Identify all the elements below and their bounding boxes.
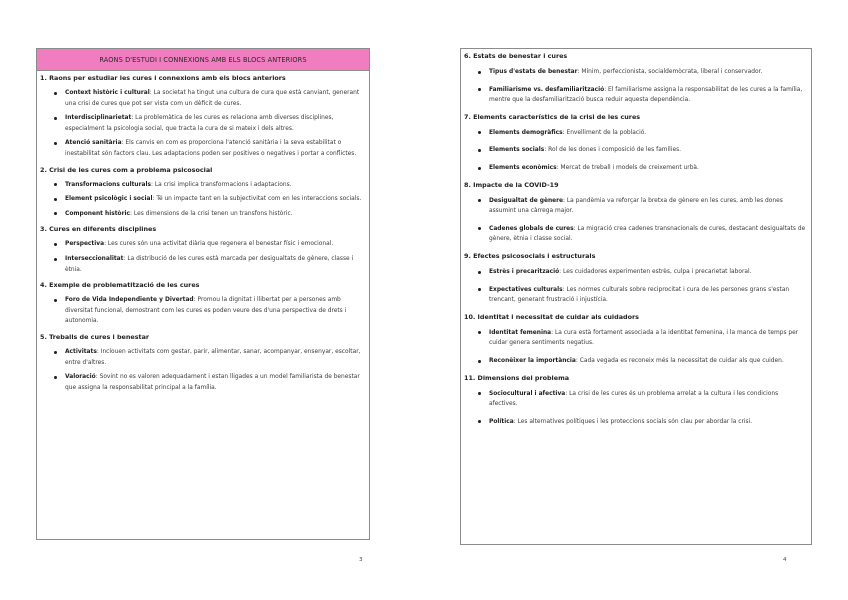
list-item — [464, 356, 808, 367]
document-title-bar — [37, 49, 369, 71]
page-number: 3 — [359, 557, 363, 563]
item-text: : Sovint no es valoren adequadament i estan lligades a un model familiarista de benestar que assigna la responsabilitat principal a la família. — [65, 374, 360, 391]
item-text: : La crisi implica transformacions i adaptacions. — [151, 181, 292, 188]
page-4 — [424, 0, 848, 600]
list-item — [40, 347, 366, 368]
item-text: : La pandèmia va reforçar la bretxa de gènere en les cures, amb les dones assumint una càrrega major. — [489, 197, 783, 215]
list-item — [40, 254, 366, 275]
item-term: Elements socials — [489, 147, 545, 154]
item-text: : La migració crea cadenes transnacionals de cures, destacant desigualtats de gènere, ètnia i classe social. — [489, 225, 806, 243]
section-heading-3: 3. Cures en diferents disciplines — [40, 225, 157, 234]
page-3-content — [37, 74, 369, 393]
item-term: Interseccionalitat — [65, 255, 124, 262]
item-text: : La problemàtica de les cures es relaciona amb diverses disciplines, especialment la psicologia social, que tracta la cura de si mateix i dels altres. — [65, 115, 334, 132]
item-text: : Les alternatives polítiques i les proteccions socials són clau per abordar la crisi. — [513, 418, 753, 425]
list-item — [40, 113, 366, 134]
list-item — [40, 194, 366, 205]
item-text: : Envelliment de la població. — [562, 129, 647, 136]
list-item — [464, 267, 808, 278]
section-10-list — [464, 328, 808, 367]
list-item — [464, 196, 808, 217]
list-item — [40, 88, 366, 109]
item-term: Element psicològic i social — [65, 196, 153, 203]
section-8-list — [464, 196, 808, 245]
item-term: Foro de Vida Independiente y Divertad — [65, 297, 194, 304]
item-text: : Inclouen activitats com gestar, parir, alimentar, sanar, acompanyar, ensenyar, escoltar, entre d'altres. — [65, 348, 361, 366]
item-text: : La crisi de les cures és un problema arrelat a la cultura i les condicions afectives. — [489, 390, 779, 408]
section-11-list — [464, 389, 808, 428]
item-text: : Mercat de treball i models de creixement urbà. — [556, 164, 699, 171]
item-term: Component històric — [65, 210, 131, 217]
page-4-content — [461, 52, 811, 427]
item-term: Reconèixer la importància — [489, 357, 576, 364]
item-term: Elements econòmics — [489, 164, 557, 171]
list-item — [40, 180, 366, 191]
item-term: Sociocultural i afectiva — [489, 390, 566, 397]
list-item — [464, 417, 808, 428]
item-term: Estrès i precarització — [489, 268, 560, 275]
item-term: Elements demogràfics — [489, 129, 563, 136]
item-term: Perspectiva — [65, 241, 105, 248]
section-heading-9: 9. Efectes psicosocials i estructurals — [464, 251, 596, 260]
list-item — [464, 145, 808, 156]
item-text: : Mínim, perfeccionista, socialdemòcrata, liberal i conservador. — [577, 69, 763, 75]
item-text: : La societat ha tingut una cultura de cura que està canviant, generant una crisi de cures que pot ser vista com un dèficit de cures. — [65, 90, 360, 107]
item-term: Familiarisme vs. desfamiliarització — [489, 86, 605, 93]
item-term: Interdisciplinarietat — [65, 115, 132, 122]
list-item — [464, 285, 808, 306]
list-item — [464, 224, 808, 245]
item-text: : Les cuidadores experimenten estrès, culpa i precarietat laboral. — [559, 268, 752, 275]
section-7-list — [464, 128, 808, 174]
list-item — [464, 67, 808, 78]
list-item — [40, 295, 366, 327]
section-heading-5: 5. Treballs de cures i benestar — [40, 332, 150, 341]
page-number: 4 — [783, 557, 787, 563]
item-term: Tipus d'estats de benestar — [489, 69, 578, 75]
item-text: : Els canvis en com es proporciona l'atenció sanitària i la seva estabilitat o inestabilitat són factors clau. Les adaptacions poden ser positives o negatives i portar a conflictes. — [65, 140, 357, 157]
section-1-list — [40, 88, 366, 160]
page-3-frame — [36, 48, 370, 540]
section-2-list — [40, 180, 366, 220]
section-6-list — [464, 67, 808, 106]
item-text: : Té un impacte tant en la subjectivitat com en les interaccions socials. — [152, 196, 362, 203]
list-item — [40, 372, 366, 393]
item-text: : Promou la dignitat i llibertat per a persones amb diversitat funcional, demostrant com les cures es poden veure des d'una perspectiva de drets i autonomia. — [65, 297, 347, 325]
item-term: Identitat femenina — [489, 329, 552, 336]
section-heading-8: 8. Impacte de la COVID-19 — [464, 180, 559, 189]
item-term: Desigualtat de gènere — [489, 197, 564, 204]
list-item — [464, 128, 808, 139]
section-heading-10: 10. Identitat i necessitat de cuidar als cuidadors — [464, 312, 639, 321]
item-term: Valoració — [65, 374, 96, 381]
section-heading-4: 4. Exemple de problematització de les cures — [40, 281, 200, 290]
item-term: Activitats — [65, 348, 97, 355]
item-text: : La distribució de les cures està marcada per desigualtats de gènere, classe i ètnia. — [65, 255, 354, 273]
item-text: : El familiarisme assigna la responsabilitat de les cures a la família, mentre que la desfamiliarització busca reduir aquesta dependència. — [489, 86, 803, 104]
item-term: Cadenes globals de cures — [489, 225, 574, 232]
item-text: : Les normes culturals sobre reciprocitat i cura de les persones grans s'estan trencant, generant frustració i injustícia. — [489, 286, 790, 304]
section-9-list — [464, 267, 808, 306]
item-term: Atenció sanitària — [65, 140, 122, 147]
section-heading-6: 6. Estats de benestar i cures — [464, 52, 568, 60]
item-term: Context històric i cultural — [65, 90, 150, 96]
list-item — [464, 328, 808, 349]
item-text: : Les cures són una activitat diària que regenera el benestar físic i emocional. — [104, 241, 334, 248]
list-item — [40, 209, 366, 220]
section-heading-2: 2. Crisi de les cures com a problema psicosocial — [40, 165, 213, 174]
page-4-frame — [460, 48, 812, 545]
item-text: : Rol de les dones i composició de les famílies. — [544, 147, 682, 154]
list-item — [464, 389, 808, 410]
item-term: Transformacions culturals — [65, 181, 152, 188]
item-text: : Les dimensions de la crisi tenen un transfons històric. — [130, 210, 293, 217]
section-heading-1: 1. Raons per estudiar les cures i connexions amb els blocs anteriors — [40, 74, 286, 82]
item-text: : La cura està fortament associada a la identitat femenina, i la manca de temps per cuidar genera sentiments negatius. — [489, 329, 799, 347]
section-heading-11: 11. Dimensions del problema — [464, 373, 570, 382]
section-4-list — [40, 295, 366, 327]
list-item — [464, 85, 808, 106]
list-item — [464, 163, 808, 174]
section-heading-7: 7. Elements característics de la crisi de les cures — [464, 112, 641, 121]
item-term: Expectatives culturals — [489, 286, 563, 293]
item-term: Política — [489, 418, 514, 425]
list-item — [40, 239, 366, 250]
section-5-list — [40, 347, 366, 393]
list-item — [40, 138, 366, 159]
item-text: : Cada vegada es reconeix més la necessitat de cuidar als que cuiden. — [575, 357, 784, 364]
section-3-list — [40, 239, 366, 275]
document-title: RAONS D'ESTUDI I CONNEXIONS AMB ELS BLOCS ANTERIORS — [99, 55, 307, 64]
